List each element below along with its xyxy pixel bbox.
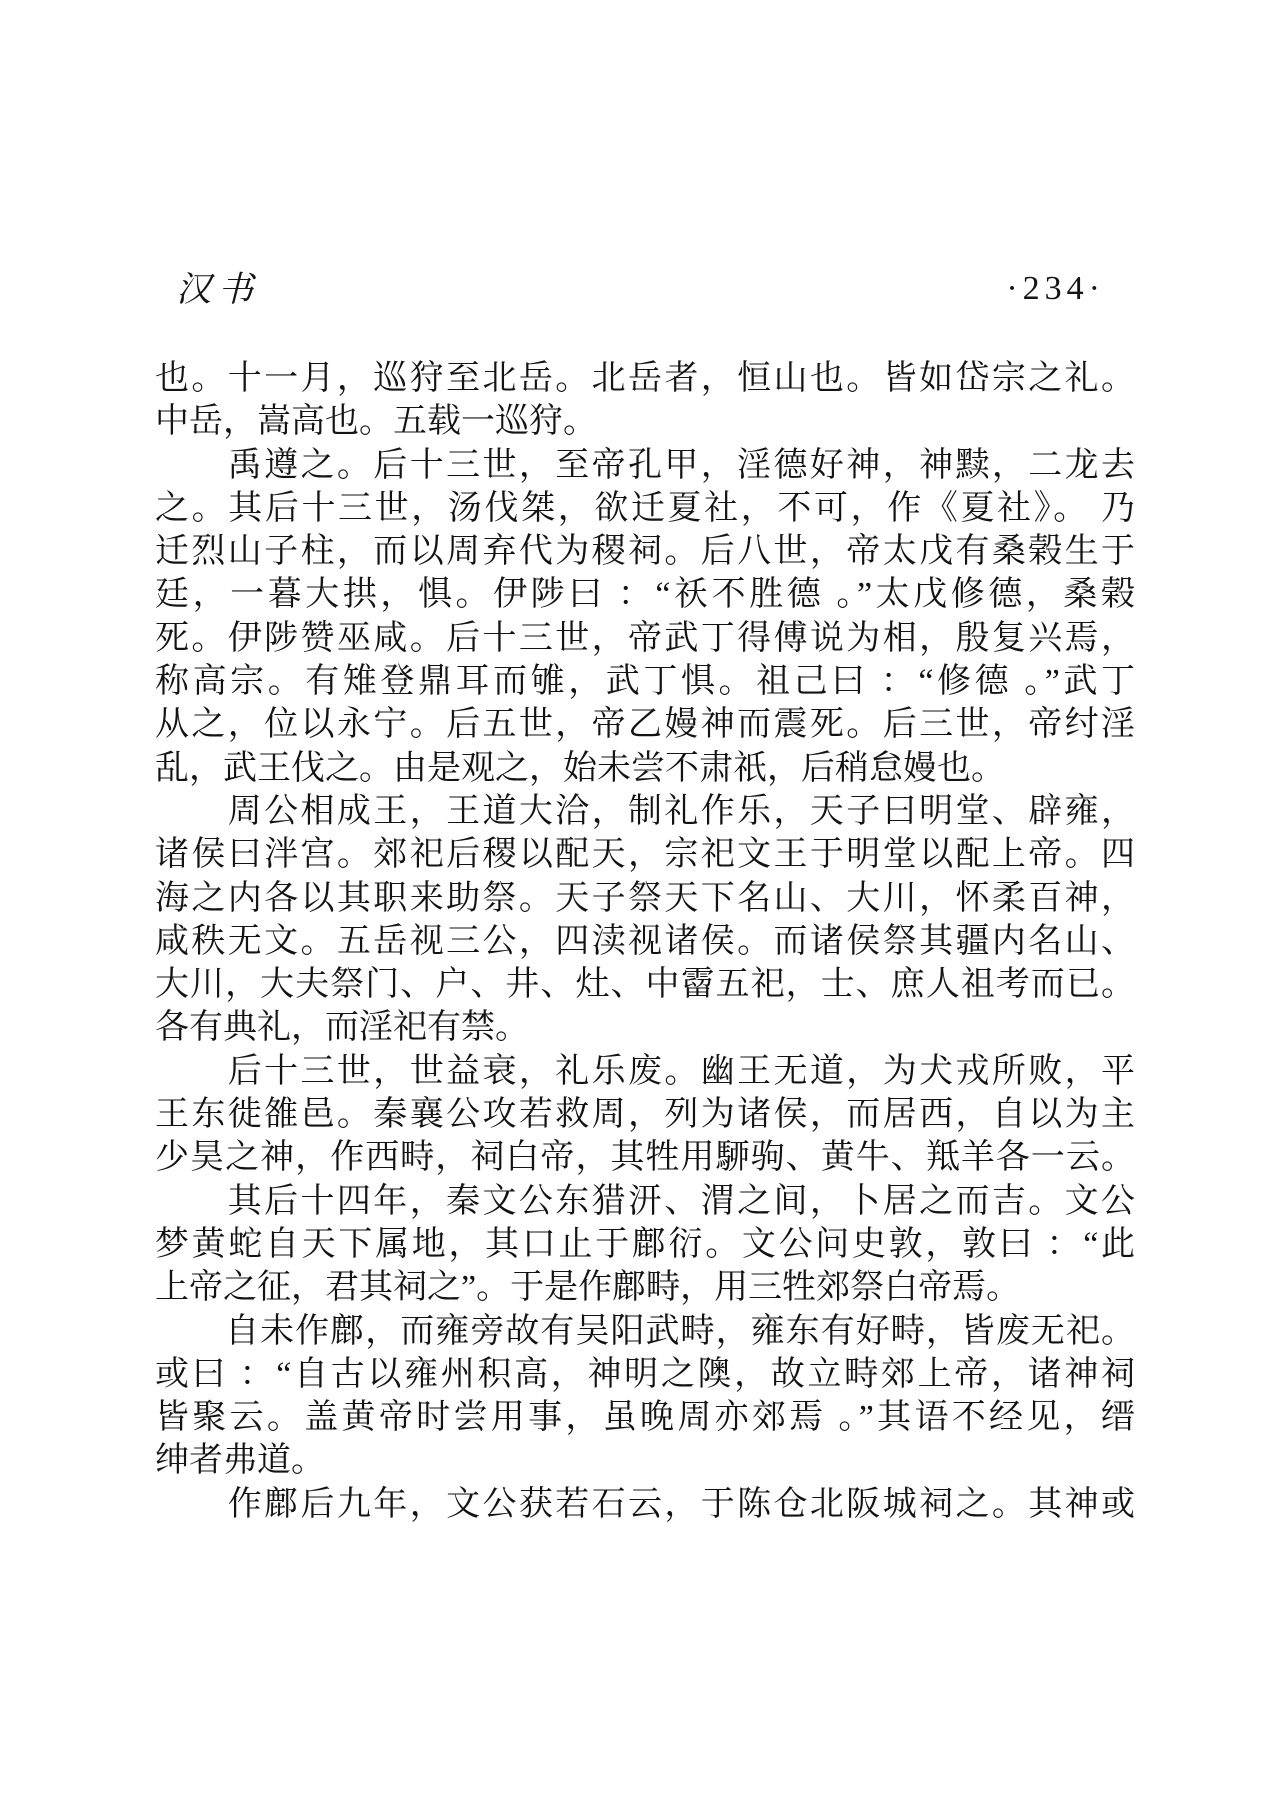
text-line: 死。伊陟赞巫咸。后十三世，帝武丁得傅说为相，殷复兴焉， xyxy=(155,619,1135,657)
text-line: 或曰 ：“自古以雍州积高，神明之隩，故立畤郊上帝，诸神祠 xyxy=(155,1355,1135,1393)
text-line: 王东徙雒邑。秦襄公攻若救周，列为诸侯，而居西，自以为主 xyxy=(155,1096,1135,1134)
text-line: 廷，一暮大拱，惧。伊陟曰 ：“祅不胜德 。”太戊修德，桑榖 xyxy=(155,576,1135,614)
text-line: 中岳，嵩高也。五载一巡狩。 xyxy=(155,403,597,441)
text-line: 迁烈山子柱，而以周弃代为稷祠。后八世，帝太戊有桑榖生于 xyxy=(155,533,1135,571)
text-line: 作鄜后九年，文公获若石云，于陈仓北阪城祠之。其神或 xyxy=(155,1485,1135,1523)
text-line: 后十三世，世益衰，礼乐废。幽王无道，为犬戎所败，平 xyxy=(155,1052,1135,1090)
text-line: 皆聚云。盖黄帝时尝用事，虽晚周亦郊焉 。”其语不经见，缙 xyxy=(155,1399,1135,1437)
text-line: 称高宗。有雉登鼎耳而雊，武丁惧。祖己曰 ：“修德 。”武丁 xyxy=(155,663,1135,701)
text-line: 咸秩无文。五岳视三公，四渎视诸侯。而诸侯祭其疆内名山、 xyxy=(155,922,1135,960)
book-title: 汉书 xyxy=(176,270,261,309)
text-line: 海之内各以其职来助祭。天子祭天下名山、大川，怀柔百神， xyxy=(155,879,1135,917)
text-line: 也。十一月，巡狩至北岳。北岳者，恒山也。皆如岱宗之礼。 xyxy=(155,360,1135,397)
page-body xyxy=(155,357,1135,1526)
text-line: 之。其后十三世，汤伐桀，欲迁夏社，不可，作《夏社》。 乃 xyxy=(155,489,1135,527)
text-line: 其后十四年，秦文公东猎汧、渭之间，卜居之而吉。文公 xyxy=(155,1182,1135,1220)
text-line: 自未作鄜，而雍旁故有吴阳武畤，雍东有好畤，皆废无祀。 xyxy=(155,1312,1135,1350)
text-line: 从之，位以永宁。后五世，帝乙嫚神而震死。后三世，帝纣淫 xyxy=(155,706,1135,744)
text-line: 少昊之神，作西畤，祠白帝，其牲用駵驹、黄牛、羝羊各一云。 xyxy=(155,1139,1135,1177)
text-line: 各有典礼，而淫祀有禁。 xyxy=(155,1009,529,1047)
text-line: 上帝之征，君其祠之”。于是作鄜畤，用三牲郊祭白帝焉。 xyxy=(155,1269,1021,1307)
text-line: 周公相成王，王道大洽，制礼作乐，天子曰明堂、辟雍， xyxy=(155,792,1135,830)
text-line: 诸侯曰泮宫。郊祀后稷以配天，宗祀文王于明堂以配上帝。四 xyxy=(155,836,1135,874)
page-number: ·234· xyxy=(1006,270,1105,307)
text-line: 乱，武王伐之。由是观之，始未尝不肃祇，后稍怠嫚也。 xyxy=(155,749,1005,787)
text-line: 梦黄蛇自天下属地，其口止于鄜衍。文公问史敦，敦曰 ：“此 xyxy=(155,1225,1135,1263)
text-line: 绅者弗道。 xyxy=(155,1442,325,1480)
text-line: 大川，大夫祭门、户、井、灶、中霤五祀，士、庶人祖考而已。 xyxy=(155,966,1135,1004)
text-line: 禹遵之。后十三世，至帝孔甲，淫德好神，神黩，二龙去 xyxy=(155,446,1135,484)
